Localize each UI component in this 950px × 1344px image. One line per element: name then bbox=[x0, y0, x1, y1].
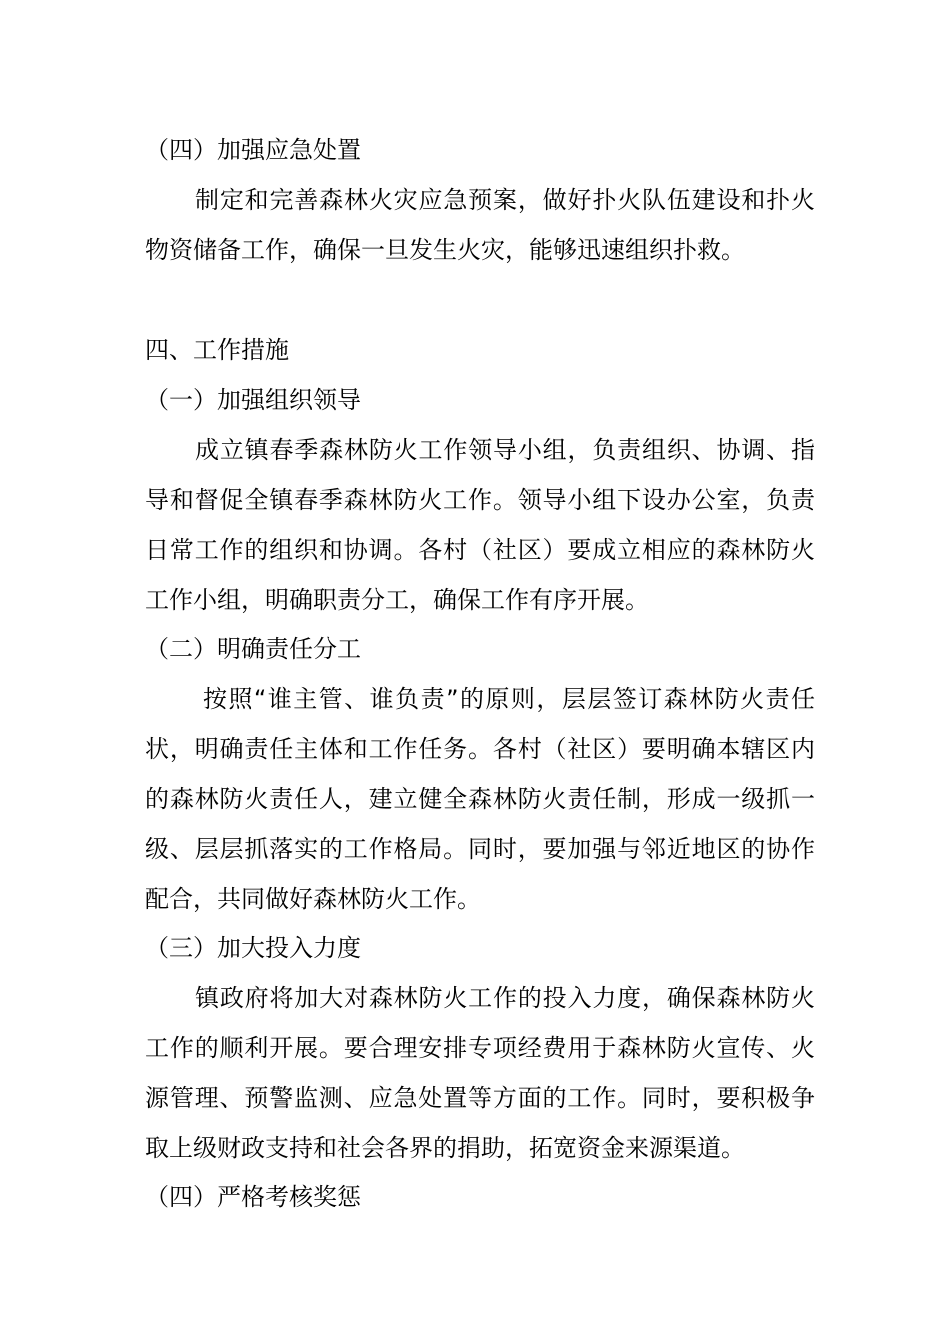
chapter-heading: 四、工作措施 bbox=[145, 336, 289, 364]
paragraph-line: 级、层层抓落实的工作格局。同时，要加强与邻近地区的协作 bbox=[145, 835, 815, 863]
paragraph-line: 导和督促全镇春季森林防火工作。领导小组下设办公室，负责 bbox=[145, 486, 815, 514]
section-heading: （四）加强应急处置 bbox=[145, 136, 361, 164]
paragraph-line: 状，明确责任主体和工作任务。各村（社区）要明确本辖区内 bbox=[145, 735, 815, 763]
paragraph-line: 物资储备工作，确保一旦发生火灾，能够迅速组织扑救。 bbox=[145, 236, 745, 264]
paragraph-line: 日常工作的组织和协调。各村（社区）要成立相应的森林防火 bbox=[145, 536, 815, 564]
section-heading: （一）加强组织领导 bbox=[145, 386, 361, 414]
paragraph-line: 镇政府将加大对森林防火工作的投入力度，确保森林防火 bbox=[195, 984, 815, 1012]
paragraph-line: 的森林防火责任人，建立健全森林防火责任制，形成一级抓一 bbox=[145, 785, 815, 813]
paragraph-line: 成立镇春季森林防火工作领导小组，负责组织、协调、指 bbox=[195, 436, 815, 464]
paragraph-line: 配合，共同做好森林防火工作。 bbox=[145, 885, 481, 913]
section-heading: （三）加大投入力度 bbox=[145, 934, 361, 962]
paragraph-line: 制定和完善森林火灾应急预案，做好扑火队伍建设和扑火 bbox=[195, 186, 815, 214]
paragraph-line: 工作的顺利开展。要合理安排专项经费用于森林防火宣传、火 bbox=[145, 1034, 815, 1062]
paragraph-line: 源管理、预警监测、应急处置等方面的工作。同时，要积极争 bbox=[145, 1084, 815, 1112]
paragraph-line: 工作小组，明确职责分工，确保工作有序开展。 bbox=[145, 586, 649, 614]
paragraph-line: 取上级财政支持和社会各界的捐助，拓宽资金来源渠道。 bbox=[145, 1134, 745, 1162]
section-heading: （二）明确责任分工 bbox=[145, 635, 361, 663]
section-heading: （四）严格考核奖惩 bbox=[145, 1183, 361, 1211]
paragraph-line: 按照“谁主管、谁负责”的原则，层层签订森林防火责任 bbox=[203, 685, 815, 713]
